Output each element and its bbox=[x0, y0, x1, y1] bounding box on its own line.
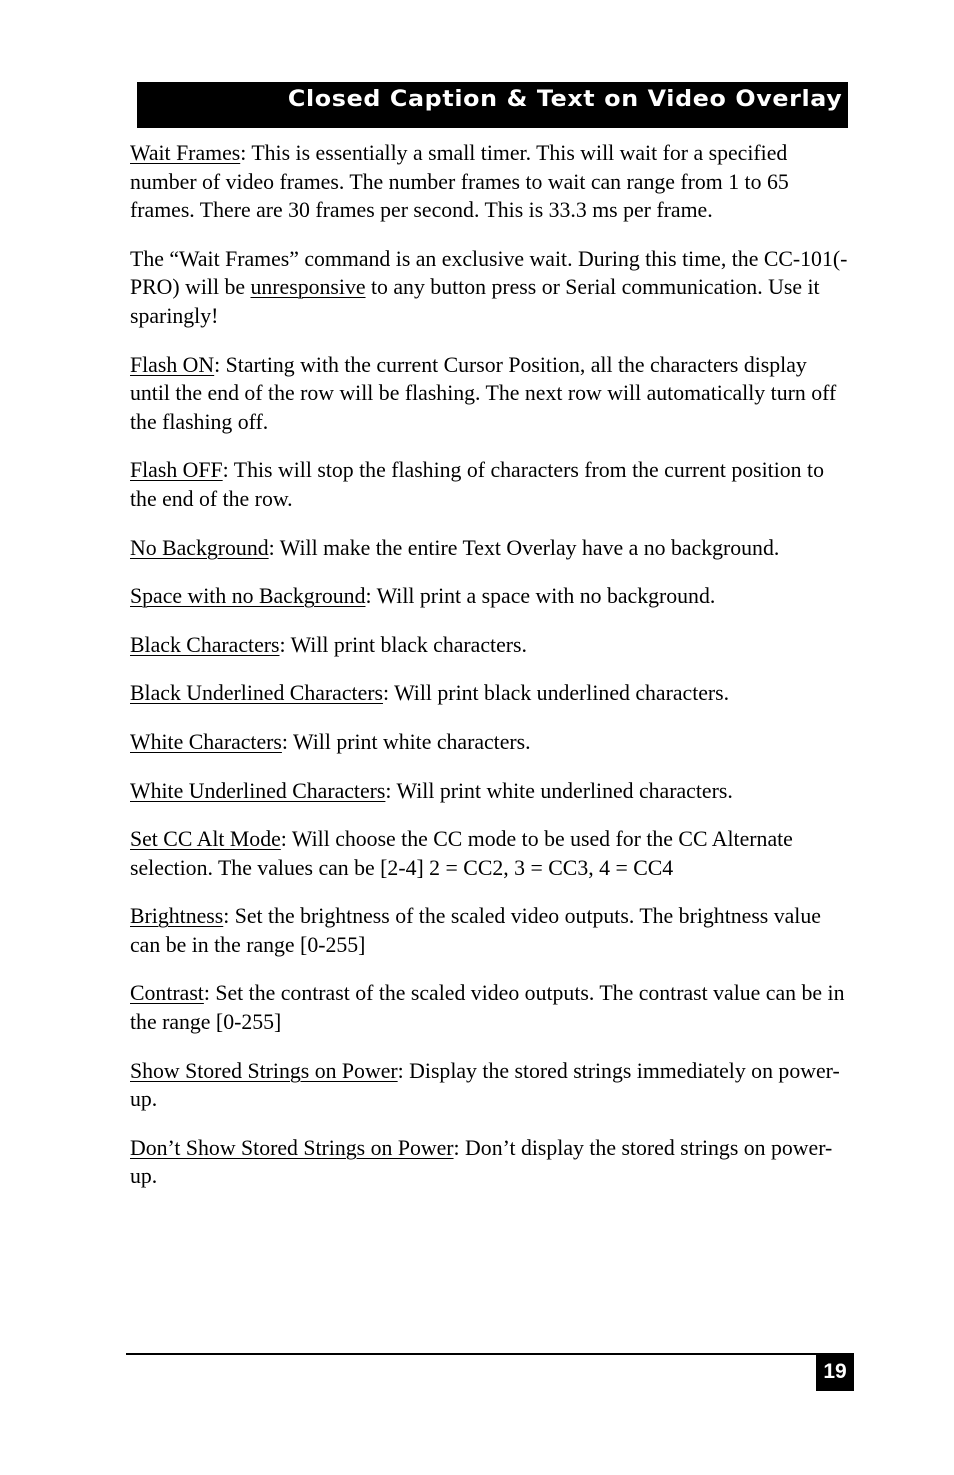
footer-rule bbox=[126, 1353, 816, 1355]
definition-no-background: : Will make the entire Text Overlay have a no background. bbox=[268, 535, 780, 560]
term-brightness: Brightness bbox=[130, 904, 224, 929]
term-dont-show-stored-strings: Don’t Show Stored Strings on Power bbox=[130, 1135, 454, 1160]
note-text-after: to any button press or Serial communication. Use it sparingly! bbox=[130, 275, 820, 328]
definition-white-characters: : Will print white characters. bbox=[281, 729, 531, 754]
section-title: Closed Caption & Text on Video Overlay bbox=[287, 87, 842, 112]
paragraph-wait-frames bbox=[130, 139, 848, 225]
definition-black-characters: : Will print black characters. bbox=[279, 632, 527, 657]
note-text-before: The “Wait Frames” command is an exclusive wait. During this time, the CC-101(-PRO) will be bbox=[130, 246, 848, 300]
definition-black-underlined-characters: : Will print black underlined characters. bbox=[382, 681, 730, 706]
term-set-cc-alt-mode: Set CC Alt Mode bbox=[130, 827, 281, 852]
paragraph-black-underlined-characters bbox=[130, 679, 848, 708]
paragraph-no-background bbox=[130, 534, 848, 563]
term-flash-off: Flash OFF bbox=[130, 458, 223, 483]
definition-flash-off: : This will stop the flashing of characters from the current position to the end of the row. bbox=[130, 458, 824, 511]
page-number: 19 bbox=[816, 1353, 854, 1391]
definition-set-cc-alt-mode: : Will choose the CC mode to be used for the CC Alternate selection. The values can be [2-4] 2 = CC2, 3 = CC3, 4 = CC4 bbox=[130, 827, 793, 880]
definition-brightness: : Set the brightness of the scaled video outputs. The brightness value can be in the range [0-255] bbox=[130, 904, 821, 957]
paragraph-flash-on bbox=[130, 351, 848, 437]
paragraph-brightness bbox=[130, 902, 848, 959]
paragraph-dont-show-stored-strings bbox=[130, 1134, 848, 1191]
term-black-characters: Black Characters bbox=[130, 632, 280, 657]
paragraph-flash-off bbox=[130, 456, 848, 513]
paragraph-space-no-background bbox=[130, 582, 848, 611]
term-show-stored-strings: Show Stored Strings on Power bbox=[130, 1058, 398, 1083]
term-black-underlined-characters: Black Underlined Characters bbox=[130, 681, 383, 706]
term-space-no-background: Space with no Background bbox=[130, 584, 366, 609]
paragraph-show-stored-strings bbox=[130, 1057, 848, 1114]
paragraph-black-characters bbox=[130, 631, 848, 660]
definition-flash-on: : Starting with the current Cursor Position, all the characters display until the end of the row will be flashing. The next row will automatically turn off the flashing off. bbox=[130, 352, 837, 434]
definition-show-stored-strings: : Display the stored strings immediately on power-up. bbox=[130, 1058, 840, 1112]
definition-dont-show-stored-strings: : Don’t display the stored strings on power-up. bbox=[130, 1135, 833, 1189]
definition-space-no-background: : Will print a space with no background. bbox=[365, 584, 716, 609]
paragraph-wait-frames-note bbox=[130, 245, 848, 331]
section-header-bar bbox=[137, 82, 848, 128]
paragraph-contrast bbox=[130, 979, 848, 1036]
term-wait-frames: Wait Frames bbox=[130, 141, 241, 165]
definition-wait-frames: : This is essentially a small timer. This will wait for a specified number of video frames. The number frames to wait can range from 1 to 65 frames. There are 30 frames per second. This is 33.3 ms per frame. bbox=[130, 141, 789, 223]
definition-white-underlined-characters: : Will print white underlined characters. bbox=[385, 778, 733, 803]
paragraph-white-characters bbox=[130, 728, 848, 757]
note-emphasis: unresponsive bbox=[250, 275, 366, 300]
term-flash-on: Flash ON bbox=[130, 352, 215, 377]
term-contrast: Contrast bbox=[130, 981, 204, 1006]
document-body bbox=[130, 139, 848, 1211]
term-no-background: No Background bbox=[130, 535, 269, 560]
paragraph-white-underlined-characters bbox=[130, 777, 848, 806]
definition-contrast: : Set the contrast of the scaled video outputs. The contrast value can be in the range [0-255] bbox=[130, 981, 845, 1035]
paragraph-set-cc-alt-mode bbox=[130, 825, 848, 882]
term-white-underlined-characters: White Underlined Characters bbox=[130, 778, 386, 803]
term-white-characters: White Characters bbox=[130, 729, 282, 754]
